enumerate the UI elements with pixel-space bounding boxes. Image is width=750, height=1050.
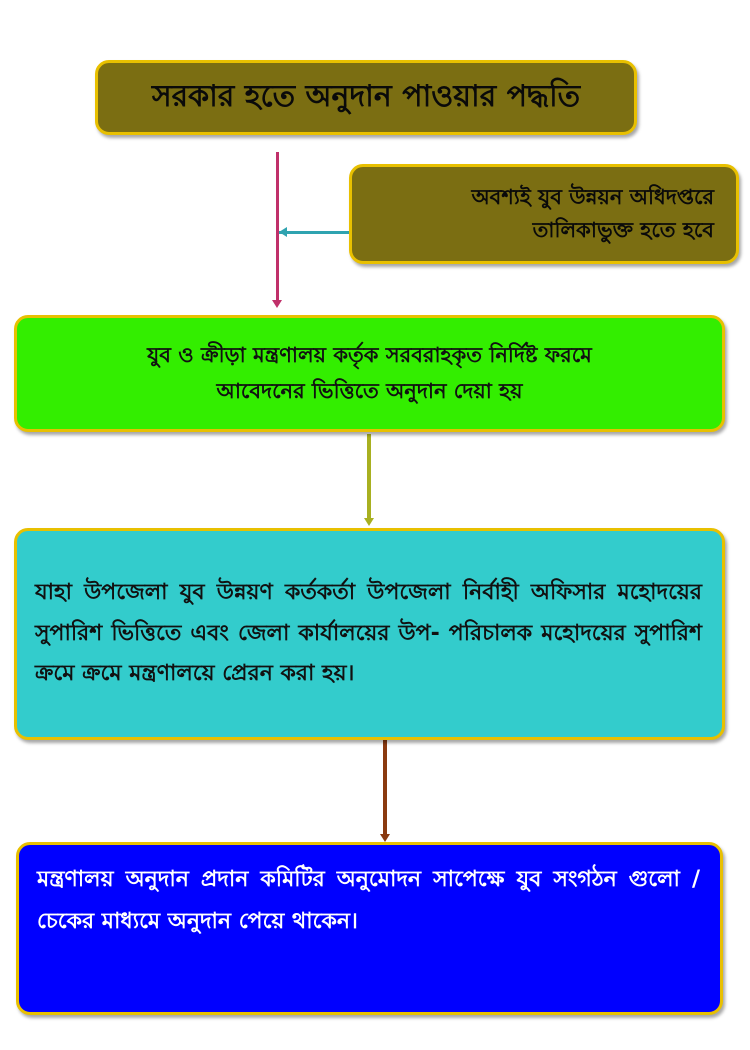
condition-box [349, 164, 739, 264]
arrowhead-forwarding-to-approval [380, 834, 390, 842]
forwarding-box [14, 528, 725, 740]
application-text: যুব ও ক্রীড়া মন্ত্রণালয় কর্তৃক সরবরাহকৃত নির্দিষ্ট ফরমে আবেদনের ভিত্তিতে অনুদান দেয়া হয় [147, 342, 592, 403]
flowchart-title: সরকার হতে অনুদান পাওয়ার পদ্ধতি [151, 79, 581, 114]
connector-forwarding-to-approval [383, 740, 387, 836]
condition-text: অবশ্যই যুব উন্নয়ন অধিদপ্তরে তালিকাভুক্ত হতে হবে [471, 185, 714, 242]
approval-text: মন্ত্রণালয় অনুদান প্রদান কমিটির অনুমোদন সাপেক্ষে যুব সংগঠন গুলো / চেকের মাধ্যমে অনুদান পেয়ে থাকেন। [37, 867, 700, 934]
connector-condition-branch [279, 231, 349, 234]
approval-box [16, 842, 723, 1015]
title-box [95, 60, 637, 135]
connector-application-to-forwarding [367, 434, 371, 520]
application-box [14, 315, 725, 432]
arrowhead-condition-branch [279, 227, 287, 237]
arrowhead-application-to-forwarding [364, 518, 374, 526]
arrowhead-title-to-application [272, 300, 282, 308]
forwarding-text: যাহা উপজেলা যুব উন্নয়ণ কর্তকর্তা উপজেলা নির্বাহী অফিসার মহোদয়ের সুপারিশ ভিত্তিতে এবং জেলা কার্যালয়ের উপ- পরিচালক মহোদয়ের সুপারিশ ক্রমে ক্রমে মন্ত্রণালয়ে প্রেরন করা হয়। [35, 579, 702, 687]
